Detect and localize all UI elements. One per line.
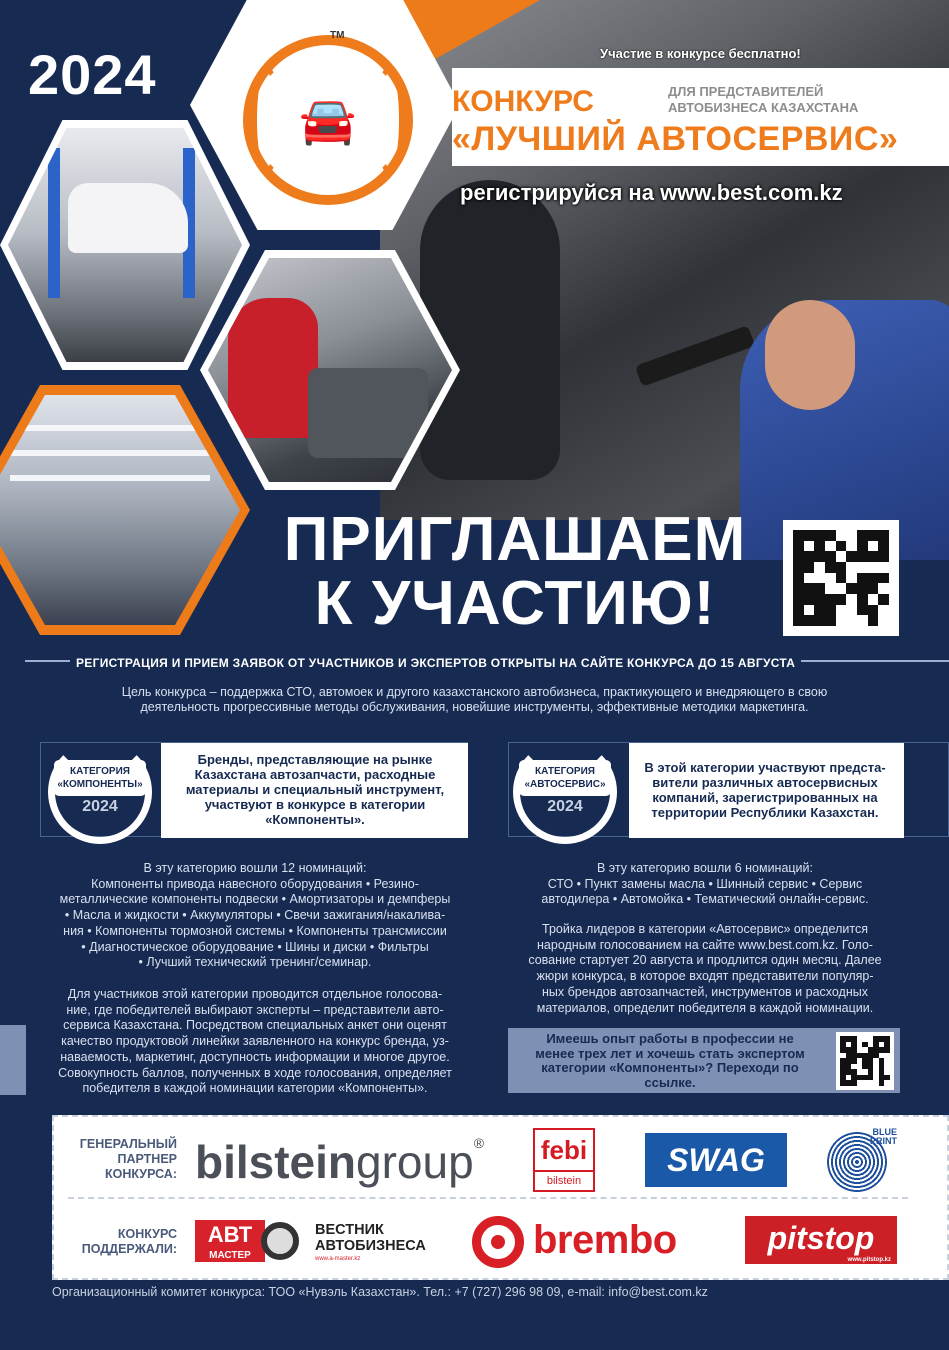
desc-line: материалы и специальный инструмент, [185,782,445,797]
text-line: автодилера • Автомойка • Тематический онлайн-сервис. [541,892,869,907]
components-badge-label [54,760,146,796]
qr-module [793,541,804,552]
qr-module [793,615,804,626]
text-line: СТО • Пункт замены масла • Шинный сервис • Сервис [547,876,863,891]
qr-module [846,594,857,605]
qr-module [793,562,804,573]
registration-bar: РЕГИСТРАЦИЯ И ПРИЕМ ЗАЯВОК ОТ УЧАСТНИКОВ И ЭКСПЕРТОВ ОТКРЫТЫ НА САЙТЕ КОНКУРСА ДО 15 АВГУСТА [70,656,801,670]
car-icon: 🚘 [299,94,357,146]
footer-contacts: Организационный комитет конкурса: ТОО «Нувэль Казахстан». Тел.: +7 (727) 296 98 09, e-mail: info@best.com.kz [52,1285,708,1299]
general-partner-label [62,1137,177,1182]
qr-module [868,541,879,552]
label-line: ПОДДЕРЖАЛИ: [81,1242,177,1256]
qr-code-expert[interactable] [836,1032,894,1090]
logo-text: МАСТЕР [195,1250,265,1262]
qr-module [857,573,868,584]
qr-module [793,583,804,594]
qr-module [814,594,825,605]
logo-text: bilstein [195,1136,357,1188]
badge-year: 2024 [82,798,118,815]
text-line: Для участников этой категории проводится отдельное голосова- [67,987,443,1001]
autoservice-badge [505,740,625,850]
qr-module [857,541,868,552]
desc-line: территории Республики Казахстан. [651,805,879,820]
qr-module [857,605,868,616]
text-line: • Лучший технический тренинг/семинар. [138,955,372,970]
desc-line: В этой категории участвуют предста- [644,760,886,775]
contest-word: КОНКУРС [452,85,594,118]
trademark: TM [330,30,345,41]
qr-module [836,562,847,573]
text-line: В эту категорию вошли 6 номинаций: [596,861,813,875]
qr-module [857,615,868,626]
blueprint-text [870,1128,897,1146]
desc-line: Казахстана автозапчасти, расходные [194,767,436,782]
badge-year: 2024 [547,798,583,815]
pitstop-url: www.pitstop.kz [847,1257,891,1263]
qr-module [804,615,815,626]
brembo-mark-icon [472,1216,524,1268]
text-line: ния • Компоненты тормозной системы • Компоненты трансмиссии [63,923,447,938]
qr-pattern [840,1036,890,1086]
text-line: ных брендов автозапчастей, инструментов и расходных [542,984,868,999]
qr-module [868,583,879,594]
for-reps-line: АВТОБИЗНЕСА КАЗАХСТАНА [668,100,859,115]
qr-module [836,583,847,594]
qr-module [878,583,889,594]
avtomaster-logo[interactable] [195,1220,303,1262]
qr-module [878,605,889,616]
qr-module [846,562,857,573]
contest-goal [40,685,909,715]
mechanic-head-shape [765,300,855,410]
autoservice-badge-label [519,760,611,796]
qr-module [804,594,815,605]
qr-module [814,530,825,541]
badge-line: «КОМПОНЕНТЫ» [57,779,143,790]
text-line: Компоненты привода навесного оборудования • Резино- [91,876,419,891]
qr-module [878,594,889,605]
for-reps-line: ДЛЯ ПРЕДСТАВИТЕЛЕЙ [668,84,824,99]
expert-line: ссылке. [644,1074,696,1090]
qr-module [804,583,815,594]
blueprint-logo[interactable] [827,1127,897,1192]
pitstop-logo[interactable] [745,1216,897,1264]
qr-module [857,583,868,594]
qr-module [878,562,889,573]
text-line: качество продуктовой линейки заявленного на конкурс бренда, уз- [61,1034,449,1049]
qr-module [857,594,868,605]
text-line: сование стартует 20 августа и продлится один месяц. Далее [528,953,882,968]
registered-mark: ® [473,1135,485,1151]
qr-module [846,615,857,626]
qr-module [836,530,847,541]
text-line: наваемость, маркетинг, доступность информации и многое другое. [60,1049,450,1064]
badge-line: КАТЕГОРИЯ [535,766,595,777]
qr-module [868,605,879,616]
register-link[interactable]: регистрируйся на www.best.com.kz [460,180,843,205]
partners-divider [68,1197,908,1199]
desc-line: Бренды, представляющие на рынке [197,752,433,767]
qr-module [857,562,868,573]
badge-line: «АВТОСЕРВИС» [524,779,606,790]
expert-line: категории «Компоненты»? Переходи по [541,1060,799,1075]
text-line: Тройка лидеров в категории «Автосервис» определится [542,922,868,936]
qr-module [825,573,836,584]
badge-line: КАТЕГОРИЯ [70,766,130,777]
qr-module [868,562,879,573]
qr-module [857,530,868,541]
qr-module [878,541,889,552]
ceiling-light [10,475,210,481]
text-line: • Масла и жидкости • Аккумуляторы • Свечи зажигания/накалива- [64,908,446,923]
text-line: материалов, определит победителя в каждой номинации. [536,1000,874,1015]
qr-module [884,1080,890,1086]
text-line: ние, где победителей выбирают эксперты – представители авто- [66,1002,444,1017]
vestnik-logo[interactable] [315,1222,426,1254]
qr-module [793,573,804,584]
components-voting [40,987,470,1097]
qr-module [825,530,836,541]
qr-module [825,583,836,594]
qr-module [793,551,804,562]
vestnik-url: www.a-master.kz [315,1256,361,1262]
tire-shape [420,180,560,480]
qr-module [793,605,804,616]
contest-name: «ЛУЧШИЙ АВТОСЕРВИС» [452,120,899,158]
qr-module [804,573,815,584]
qr-module [804,562,815,573]
qr-module [868,573,879,584]
qr-module [868,615,879,626]
qr-module [836,594,847,605]
qr-module [836,541,847,552]
goal-line: Цель конкурса – поддержка СТО, автомоек и другого казахстанского автобизнеса, практикующего и внедряющего в свою [121,685,828,699]
qr-code-main[interactable] [783,520,899,636]
for-representatives [668,84,858,116]
ceiling-light [10,450,210,456]
desc-line: участвуют в конкурсе в категории [204,797,426,812]
mechanic-shape [228,298,318,438]
brembo-dot [491,1235,505,1249]
qr-module [804,605,815,616]
label-line: КОНКУРС [117,1227,177,1241]
qr-module [804,530,815,541]
autoservice-nominations [505,861,905,908]
qr-module [825,615,836,626]
autoservice-desc [630,760,900,820]
bilstein-group-logo[interactable] [195,1135,484,1189]
expert-line: Имеешь опыт работы в профессии не [546,1031,794,1046]
qr-module [846,530,857,541]
qr-module [878,530,889,541]
text-line: В эту категорию вошли 12 номинаций: [143,861,367,875]
year-label: 2024 [28,43,157,106]
febi-logo[interactable] [533,1128,595,1192]
wheel-icon [261,1222,299,1260]
invite-line: К УЧАСТИЮ! [314,569,716,638]
qr-module [825,551,836,562]
qr-module [846,551,857,562]
lift-post [48,148,60,298]
desc-line: вители различных автосервисных [652,775,878,790]
qr-module [878,615,889,626]
qr-module [878,573,889,584]
logo-text: febi [540,1135,588,1165]
logo-text: PRINT [870,1136,897,1146]
components-desc [165,752,465,827]
qr-module [846,541,857,552]
desc-line: компаний, зарегистрированных на [652,790,878,805]
qr-module [814,615,825,626]
qr-module [836,605,847,616]
qr-module [846,573,857,584]
car-shape [68,183,188,253]
invite-headline [270,505,760,638]
qr-module [868,530,879,541]
logo-text: bilstein [535,1170,593,1190]
laurel-right-icon [375,65,405,175]
qr-module [868,594,879,605]
goal-line: деятельность прогрессивные методы обслуживания, новейшие инструменты, эффективные методики маркетинга. [140,700,809,714]
laurel-left-icon [251,65,281,175]
text-line: жюри конкурса, в которое входят представители популяр- [536,969,874,984]
qr-module [804,541,815,552]
label-line: ГЕНЕРАЛЬНЫЙ [79,1137,177,1151]
invite-line: ПРИГЛАШАЕМ [283,505,747,574]
qr-module [814,551,825,562]
logo-text: group [356,1136,474,1188]
qr-module [814,605,825,616]
qr-module [836,573,847,584]
logo-text: ВЕСТНИК [315,1222,384,1238]
qr-module [814,573,825,584]
desc-line: «Компоненты». [265,812,365,827]
text-line: • Диагностическое оборудование • Шины и диски • Фильтры [81,939,429,954]
qr-module [825,605,836,616]
qr-module [846,605,857,616]
components-nominations [40,861,470,971]
text-line: победителя в каждой номинации категории «Компоненты». [82,1081,428,1096]
components-badge [40,740,160,850]
qr-module [836,615,847,626]
text-line: Совокупность баллов, полученных в ходе голосования, определяет [58,1065,452,1080]
text-line: металлические компоненты подвески • Амортизаторы и демпферы [59,892,451,907]
qr-module [825,562,836,573]
text-line: сервиса Казахстана. Посредством специальных анкет они оценят [63,1018,447,1033]
swag-logo[interactable]: SWAG [645,1133,787,1187]
ceiling-light [10,425,210,431]
logo-text: pitstop [767,1220,875,1256]
qr-module [825,541,836,552]
qr-module [793,594,804,605]
side-tab [0,1025,26,1095]
autoservice-voting [505,922,905,1016]
label-line: ПАРТНЕР [117,1152,177,1166]
logo-text: BLUE [872,1127,897,1137]
qr-module [814,541,825,552]
qr-module [878,551,889,562]
logo-text: АВТОБИЗНЕСА [315,1238,426,1254]
qr-module [814,583,825,594]
qr-module [857,551,868,562]
logo-text: АВТ [195,1220,265,1250]
qr-pattern [793,530,889,626]
qr-module [793,530,804,541]
supported-by-label [62,1227,177,1257]
qr-module [836,551,847,562]
contest-logo [243,35,413,205]
engine-shape [308,368,428,458]
qr-module [825,594,836,605]
flashlight-shape [635,325,755,387]
qr-module [846,583,857,594]
expert-call-text [520,1032,820,1090]
label-line: КОНКУРСА: [104,1167,177,1181]
qr-module [804,551,815,562]
brembo-logo[interactable]: brembo [533,1218,677,1262]
qr-module [868,551,879,562]
text-line: народным голосованием на сайте www.best.com.kz. Голо- [537,937,873,952]
expert-line: менее трех лет и хочешь стать экспертом [535,1045,805,1061]
qr-module [814,562,825,573]
free-participation-note: Участие в конкурсе бесплатно! [600,46,801,61]
